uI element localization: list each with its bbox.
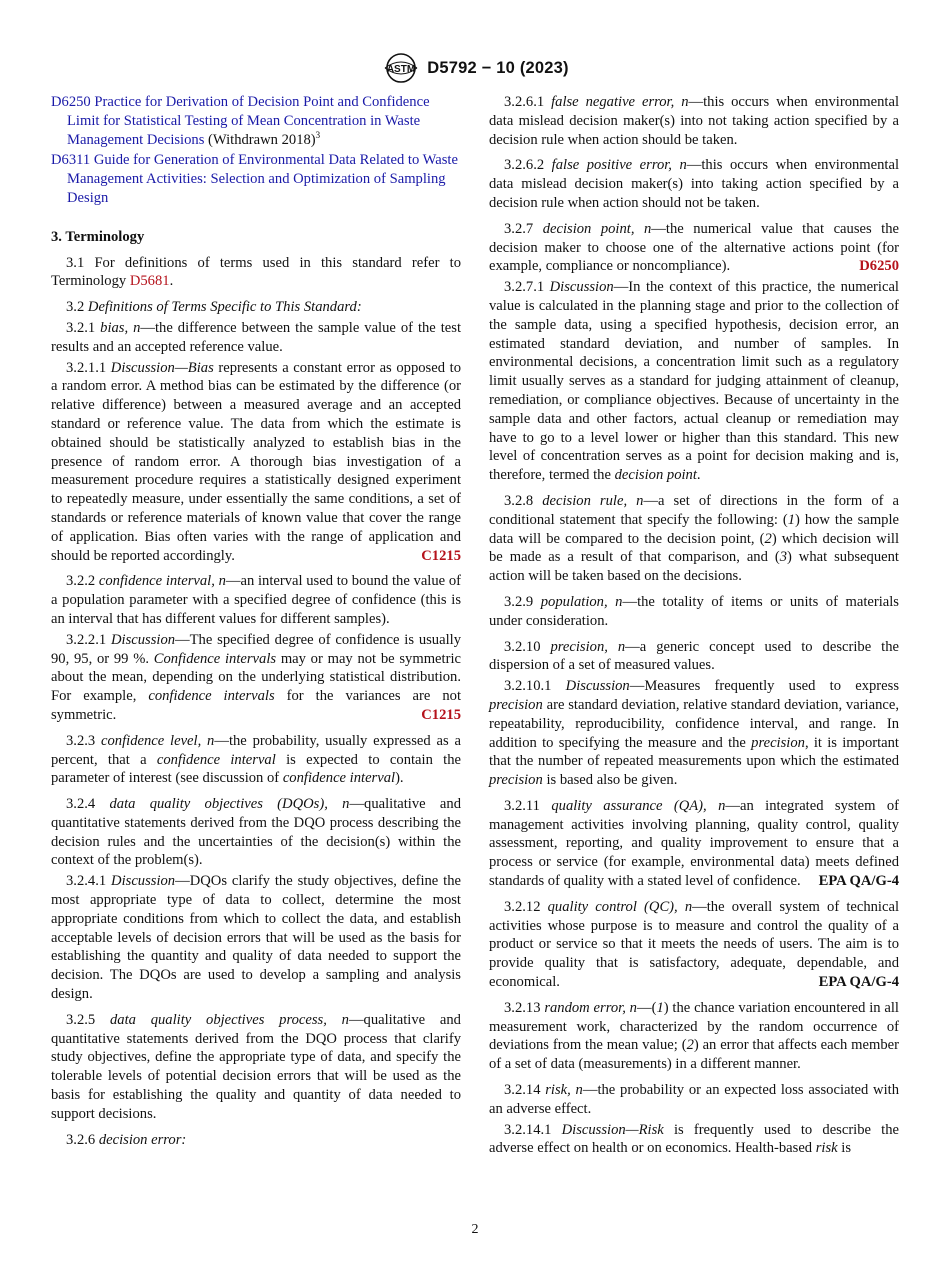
right-column xyxy=(489,93,899,1158)
discussion-bias: 3.2.1.1 Discussion—Bias represents a constant error as opposed to a random error. A method bias can be estimated by the difference (or relative difference) between a measured average and an accepted standard or reference value. The data from which the estimate is obtained should be statistically analyzed to establish bias in the presence of random error. A thorough bias investigation of a measurement procedure requires a statistically designed experiment to repeatedly measure, under essentially the same conditions, a set of standards or reference materials of known value that cover the range of application. Bias often varies with the range of application and should be reported accordingly. C1215 xyxy=(51,359,461,564)
ref-epa-qag4: EPA QA/G-4 xyxy=(818,974,899,991)
ref-link-c1215[interactable]: C1215 xyxy=(421,547,461,564)
term-population: 3.2.9 population, n—the totality of items or units of materials under consideration. xyxy=(489,593,899,629)
term-decision-point: 3.2.7 decision point, n—the numerical value that causes the decision maker to choose one of the alternative actions point (for example, compliance or noncompliance). D6250 xyxy=(489,220,899,275)
term-precision: 3.2.10 precision, n—a generic concept used to describe the dispersion of a set of measured values. xyxy=(489,638,899,674)
term-risk: 3.2.14 risk, n—the probability or an expected loss associated with an adverse effect. xyxy=(489,1082,899,1117)
ref-note: (Withdrawn 2018) xyxy=(208,131,316,148)
ref-link-c1215[interactable]: C1215 xyxy=(421,706,461,723)
discussion-dqos: 3.2.4.1 Discussion—DQOs clarify the study objectives, define the most appropriate type of data to collect, determine the most appropriate conditions from which to collect the data, and establish acceptable levels of decision errors that will be used as the basis for establishing the quantity and quality of data needed to support the decision. The DQOs are used to develop a sampling and analysis design. xyxy=(51,873,462,1003)
standard-number: D5792 − 10 (2023) xyxy=(427,58,569,77)
discussion-precision: 3.2.10.1 Discussion—Measures frequently used to express precision are standard deviation, relative standard deviation, variance, repeatability, reproducibility, confidence interval, and range. In addition to specifying the measure and the precision, it is important that the number of repeated measurements upon which the estimated precision is based also be given. xyxy=(489,678,899,789)
page-header xyxy=(0,52,950,84)
ref-code-d6311[interactable]: D6311 xyxy=(51,152,91,169)
term-dqo-process: 3.2.5 data quality objectives process, n—qualitative and quantitative statements derived from the DQO process that clarify study objectives, define the appropriate type of data, and specify the tolerable levels of potential decision errors that will be used as the basis for establishing the quality and quantity of data needed to support decisions. xyxy=(51,1011,461,1122)
term-random-error: 3.2.13 random error, n—(1) the chance variation encountered in all measurement work, characterized by the random occurrence of deviations from the mean value; (2) an error that affects each member of a set of data (measurements) in a different manner. xyxy=(489,999,899,1073)
term-decision-rule: 3.2.8 decision rule, n—a set of directions in the form of a conditional statement that specify the following: (1) how the sample data will be compared to the decision point, (2) which decision will be made as a result of that comparison, and (3) what subsequent action will be taken based on the decisions. xyxy=(489,492,900,585)
ref-link-d5681[interactable]: D5681 xyxy=(129,273,170,290)
reference-d6311 xyxy=(51,151,461,207)
discussion-confidence-interval: 3.2.2.1 Discussion—The specified degree of confidence is usually 90, 95, or 99 %. Confidence intervals may or may not be symmetric about the mean, depending on the underlying statistical distribution. For example, confidence intervals for the variances are not symmetric. C1215 xyxy=(51,631,462,723)
ref-code-d6250[interactable]: D6250 xyxy=(51,94,91,110)
term-quality-control: 3.2.12 quality control (QC), n—the overall system of technical activities whose purpose is to measure and control the quality of a product or service so that it meets the needs of users. The aim is to provide quality that is satisfactory, adequate, dependable, and economical. EPA QA/G-4 xyxy=(489,898,899,991)
ref-link-d6250[interactable]: D6250 xyxy=(859,258,899,275)
discussion-risk: 3.2.14.1 Discussion—Risk is frequently used to describe the adverse effect on health or on economics. Health-based risk is xyxy=(489,1121,900,1157)
footnote-marker: 3 xyxy=(315,129,321,140)
reference-d6250 xyxy=(51,93,461,149)
term-decision-error: 3.2.6 decision error: xyxy=(66,1131,187,1148)
term-false-positive: 3.2.6.2 false positive error, n—this occurs when environmental data mislead decision maker(s) into taking action specified by a decision rule when action should not be taken. xyxy=(489,157,900,211)
ref-epa-qag4: EPA QA/G-4 xyxy=(818,873,899,890)
discussion-decision-point: 3.2.7.1 Discussion—In the context of this practice, the numerical value is calculated in the planning stage and prior to the collection of the sample data, using a specified hypothesis, decision error, an estimated standard deviation, and number of samples. In environmental decisions, a concentration limit such as a regulatory limit usually serves as a standard for judging attainment of cleanup, remediation, or compliance objectives. Because of uncertainty in the sample data and other factors, actual cleanup or remediation may have to go to a level lower or higher than this standard. This new level of concentration serves as a point for decision making and is, therefore, termed the decision point. xyxy=(489,279,899,484)
term-confidence-level: 3.2.3 confidence level, n—the probability, usually expressed as a percent, that a confidence interval is expected to contain the parameter of interest (see discussion of confidence interval). xyxy=(51,732,462,787)
left-column xyxy=(51,93,461,1149)
astm-logo xyxy=(381,52,421,84)
section-title: 3. Terminology xyxy=(51,228,145,245)
logo-text: ASTM xyxy=(387,64,416,75)
term-dqos: 3.2.4 data quality objectives (DQOs), n—qualitative and quantitative statements derived from the DQO process describing the decision rules and the uncertainties of the decision(s) within the context of the problem(s). xyxy=(51,796,461,869)
ref-title-d6250[interactable]: Practice for Derivation of Decision Point and Confidence Limit for Statistical Testing of Mean Concentration in Waste Management Decisions xyxy=(67,94,430,148)
term-false-negative: 3.2.6.1 false negative error, n—this occurs when environmental data mislead decision maker(s) into not taking action specified by a decision rule when action should be taken. xyxy=(489,94,900,148)
para-3-2: 3.2 Definitions of Terms Specific to This Standard: xyxy=(66,299,362,316)
ref-title-d6311[interactable]: Guide for Generation of Environmental Data Related to Waste Management Activities: Selection and Optimization of Sampling Design xyxy=(67,152,458,206)
term-bias: 3.2.1 bias, n—the difference between the sample value of the test results and an accepted reference value. xyxy=(51,319,462,355)
para-3-1: 3.1 For definitions of terms used in this standard refer to Terminology D5681. xyxy=(51,254,461,290)
page-number: 2 xyxy=(471,1222,479,1237)
term-confidence-interval: 3.2.2 confidence interval, n—an interval used to bound the value of a population parameter with a specified degree of confidence (this is an interval that has different values for different samples). xyxy=(51,573,462,627)
term-quality-assurance: 3.2.11 quality assurance (QA), n—an integrated system of management activities involving planning, quality control, quality assessment, reporting, and quality improvement to ensure that a process or service (for example, environmental data) meets defined standards of quality with a stated level of confidence. EPA QA/G-4 xyxy=(489,797,899,890)
